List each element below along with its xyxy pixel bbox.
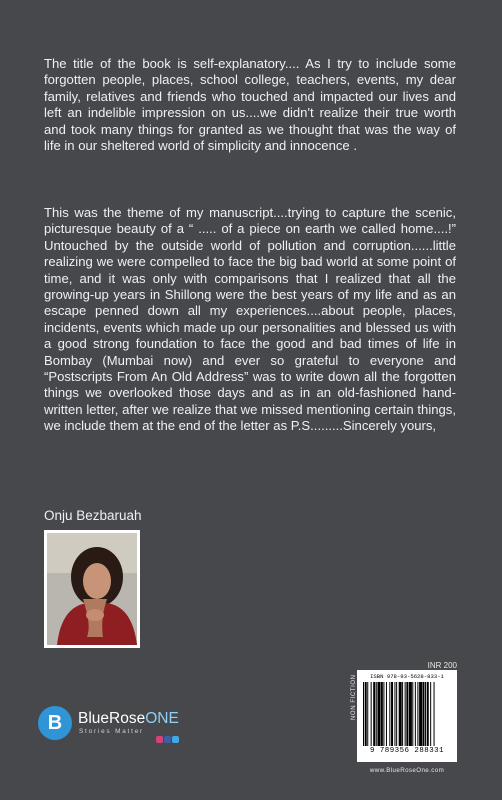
barcode-bars xyxy=(363,682,451,746)
logo-letter: B xyxy=(47,712,63,734)
publisher-website[interactable]: www.BlueRoseOne.com xyxy=(369,767,445,774)
author-photo xyxy=(44,530,140,648)
genre-label: NON FICTION xyxy=(351,674,357,720)
publisher-tagline: Stories Matter xyxy=(79,728,144,735)
publisher-name-main: BlueRose xyxy=(78,710,146,727)
publisher-logo xyxy=(38,706,218,742)
blurb-paragraph-1: The title of the book is self-explanatory.... As I try to include some forgotten people, places, school college, teachers, events, my dear family, relatives and friends who touched and impacted our lives and left an indelible impression on us....we didn't realize their true worth and took many things for granted as we thought that was the way of life in our sheltered world of simplicity and innocence . xyxy=(44,56,456,154)
price-label: INR 200 xyxy=(427,661,457,670)
barcode-digits: 9 789356 288331 xyxy=(369,747,445,755)
twitter-icon[interactable] xyxy=(172,736,179,743)
publisher-name xyxy=(78,710,179,728)
blurb-paragraph-2: This was the theme of my manuscript....trying to capture the scenic, picturesque beauty of a “ ..... of a piece on earth we called home....!” Untouched by the outside world of pollution and corruption......little realizing we were compelled to face the big bad world at some point of time, and it was only with comparisons that I realized that all the growing-up years in Shillong were the best years of my life and as an escape penned down all my experiences....about people, places, incidents, events which made up our personalities and blessed us with a good strong foundation to face the good and bad times of life in Bombay (Mumbai now) and ever so grateful to everyone and “Postscripts From An Old Address” was to write down all the forgotten things we overlooked those days and as in an old-fashioned hand-written letter, after we realize that we missed mentioning certain things, we include them at the end of the letter as P.S.........Sincerely yours, xyxy=(44,205,456,434)
publisher-name-suffix: ONE xyxy=(145,710,179,727)
author-name: Onju Bezbaruah xyxy=(44,508,142,523)
social-icons xyxy=(156,736,184,744)
facebook-icon[interactable] xyxy=(164,736,171,743)
isbn-label: ISBN 978-93-5628-833-1 xyxy=(370,673,444,680)
isbn-barcode xyxy=(357,670,457,762)
instagram-icon[interactable] xyxy=(156,736,163,743)
